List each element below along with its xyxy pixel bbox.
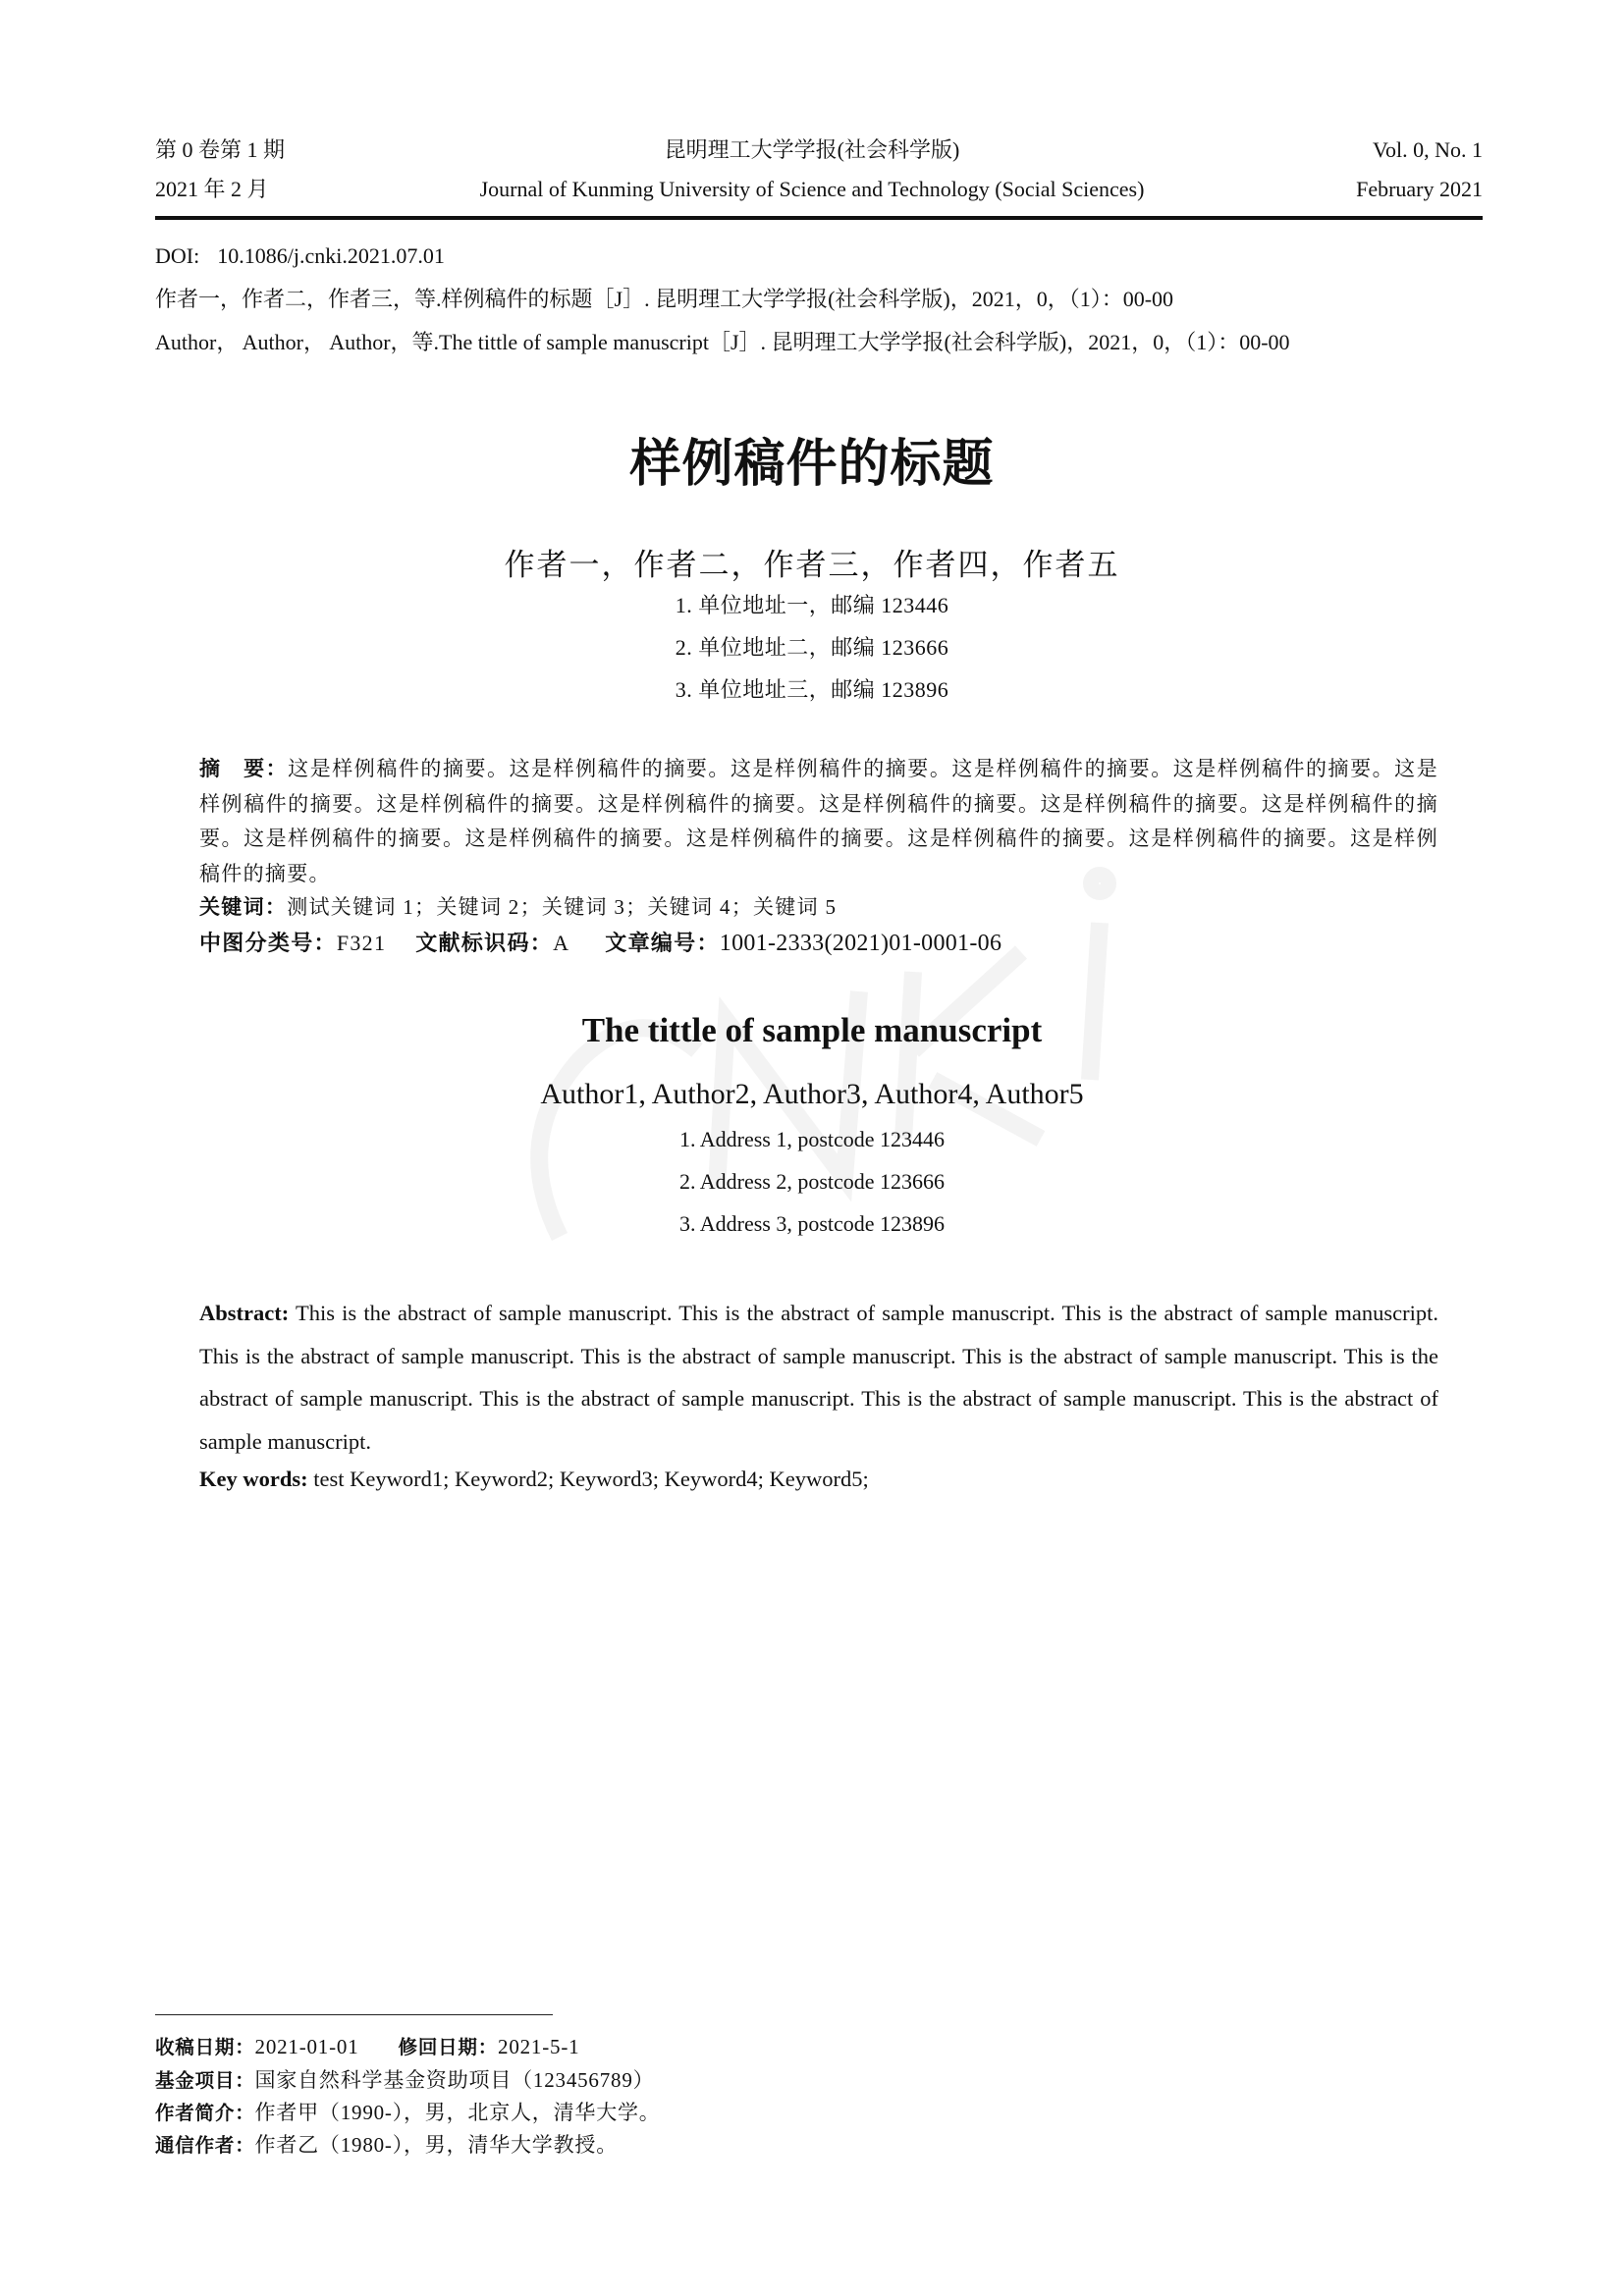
- title-cn: 样例稿件的标题: [629, 435, 995, 494]
- doi-label: DOI:: [155, 243, 200, 268]
- header-journal-en: Journal of Kunming University of Science and Technology (Social Sciences): [479, 177, 1145, 201]
- doi-line: [155, 245, 445, 267]
- abstract-en-label: Abstract:: [199, 1301, 290, 1325]
- doi-value[interactable]: 10.1086/j.cnki.2021.07.01: [217, 243, 445, 268]
- header-rule: [155, 216, 1483, 220]
- abstract-cn: [199, 752, 1438, 891]
- bio-label: 作者简介：: [155, 2102, 255, 2124]
- keywords-cn-text: 测试关键词 1；关键词 2；关键词 3；关键词 4；关键词 5: [287, 895, 838, 919]
- clc-label: 中图分类号：: [199, 931, 337, 955]
- footnote-corresponding: [155, 2129, 618, 2159]
- abstract-en-text: This is the abstract of sample manuscript. This is the abstract of sample manuscript. This is the abstract of sample manuscript. This is the abstract of sample manuscript. This is the abstract of sample manuscript. This is the abstract of sample manuscript. This is the abstract of sample manuscript. This is the abstract of sample manuscript. This is the abstract of sample manuscript. This is the abstract of sample manuscript.: [199, 1301, 1438, 1454]
- header-volume-en: Vol. 0, No. 1: [1372, 137, 1483, 162]
- clc-value: F321: [336, 931, 387, 955]
- keywords-en-text: test Keyword1; Keyword2; Keyword3; Keyword4; Keyword5;: [313, 1467, 869, 1491]
- citation-en: Author， Author， Author，等.The tittle of sample manuscript［J］. 昆明理工大学学报(社会科学版)，2021，0，（1）：00-00: [155, 330, 1290, 354]
- header-volume-issue: 第 0 卷第 1 期: [155, 137, 286, 162]
- keywords-en: [199, 1467, 869, 1492]
- header-date-cn: 2021 年 2 月: [155, 177, 269, 201]
- abstract-en: [199, 1292, 1438, 1463]
- fund-label: 基金项目：: [155, 2069, 255, 2092]
- header-date-en: February 2021: [1356, 177, 1483, 201]
- received-value: 2021-01-01: [254, 2035, 359, 2058]
- footnote-author-bio: [155, 2097, 661, 2126]
- affiliation-en-3: 3. Address 3, postcode 123896: [678, 1211, 946, 1236]
- fund-value: 国家自然科学基金资助项目（123456789）: [254, 2068, 655, 2092]
- corresponding-value: 作者乙（1980-），男，清华大学教授。: [254, 2133, 619, 2157]
- affiliation-en-2: 2. Address 2, postcode 123666: [678, 1169, 946, 1194]
- footnote-dates: [155, 2032, 579, 2059]
- authors-en: Author1, Author2, Author3, Author4, Author5: [540, 1078, 1084, 1110]
- citation-cn: 作者一，作者二，作者三，等.样例稿件的标题［J］. 昆明理工大学学报(社会科学版)，2021，0，（1）：00-00: [155, 287, 1174, 311]
- abstract-cn-label: 摘 要：: [199, 757, 289, 780]
- keywords-en-label: Key words:: [199, 1467, 308, 1491]
- bio-value: 作者甲（1990-），男，北京人，清华大学。: [254, 2101, 661, 2124]
- corresponding-label: 通信作者：: [155, 2134, 255, 2157]
- affiliation-cn-3: 3. 单位地址三，邮编 123896: [675, 677, 949, 702]
- title-en: The tittle of sample manuscript: [581, 1011, 1043, 1049]
- classification-line: [199, 927, 1438, 957]
- abstract-cn-text: 这是样例稿件的摘要。这是样例稿件的摘要。这是样例稿件的摘要。这是样例稿件的摘要。这是样例稿件的摘要。这是样例稿件的摘要。这是样例稿件的摘要。这是样例稿件的摘要。这是样例稿件的摘要。这是样例稿件的摘要。这是样例稿件的摘要。这是样例稿件的摘要。这是样例稿件的摘要。这是样例稿件的摘要。这是样例稿件的摘要。这是样例稿件的摘要。这是样例稿件的摘要。: [199, 757, 1438, 885]
- doc-code-value: A: [553, 931, 570, 955]
- keywords-cn: [199, 891, 1438, 921]
- article-no-value: 1001-2333(2021)01-0001-06: [719, 931, 1002, 956]
- authors-cn: 作者一，作者二，作者三，作者四，作者五: [504, 548, 1120, 582]
- revised-label: 修回日期：: [398, 2036, 499, 2058]
- article-no-label: 文章编号：: [605, 931, 720, 955]
- affiliation-cn-1: 1. 单位地址一，邮编 123446: [675, 593, 949, 617]
- doc-code-label: 文献标识码：: [415, 931, 554, 955]
- footnote-fund: [155, 2064, 654, 2094]
- revised-value: 2021-5-1: [498, 2035, 580, 2058]
- affiliation-en-1: 1. Address 1, postcode 123446: [678, 1127, 946, 1151]
- affiliation-cn-2: 2. 单位地址二，邮编 123666: [675, 635, 949, 660]
- footnote-rule: [155, 2014, 553, 2015]
- keywords-cn-label: 关键词：: [199, 895, 288, 919]
- header-journal-cn: 昆明理工大学学报(社会科学版): [664, 137, 960, 162]
- received-label: 收稿日期：: [155, 2036, 255, 2058]
